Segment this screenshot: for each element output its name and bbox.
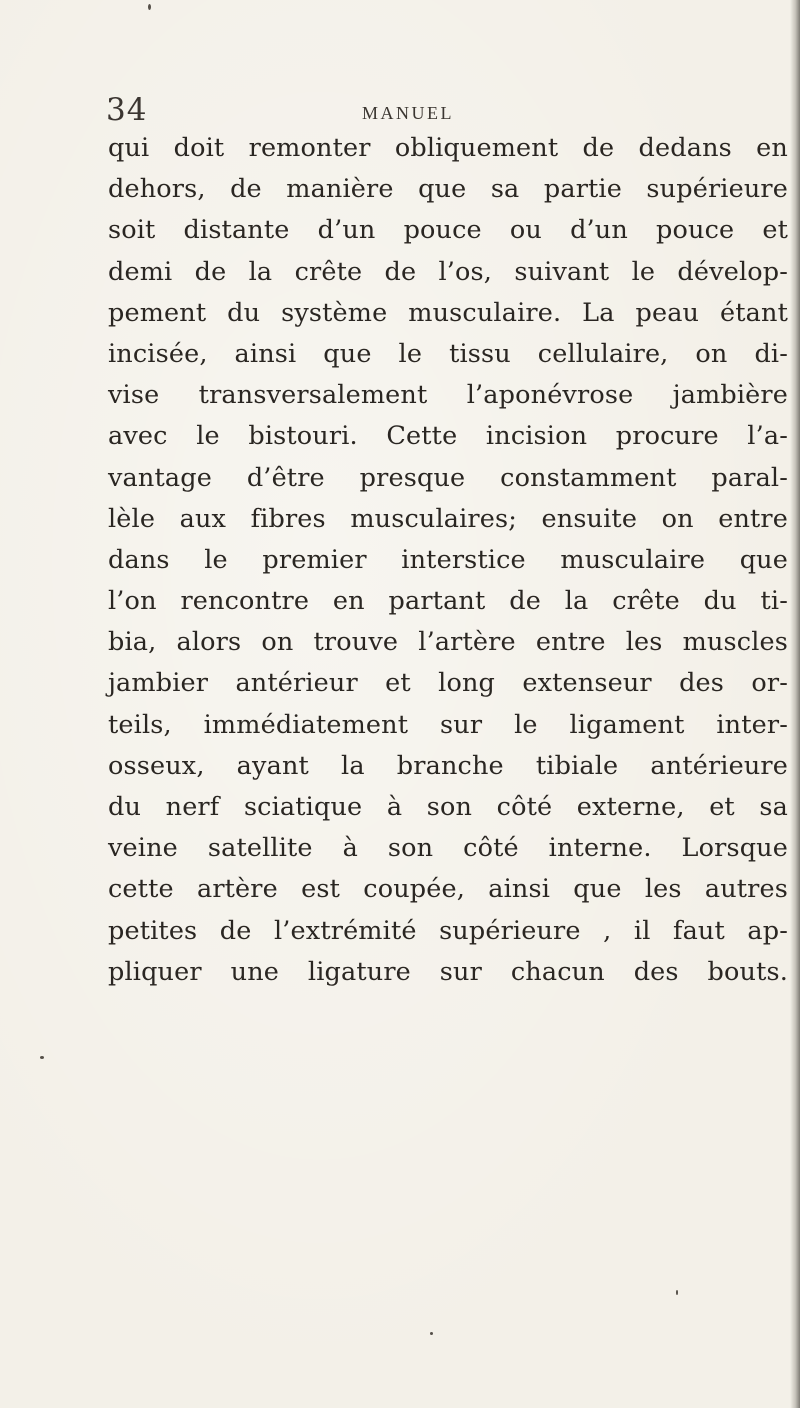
text-line: demi de la crête de l’os, suivant le dévelop- xyxy=(108,256,788,287)
paper-speck xyxy=(40,1056,44,1059)
text-line: dehors, de manière que sa partie supérieure xyxy=(108,174,788,205)
text-line: dans le premier interstice musculaire que xyxy=(108,544,788,575)
text-line: soit distante d’un pouce ou d’un pouce et xyxy=(108,215,788,246)
paper-speck xyxy=(430,1332,433,1335)
text-line: petites de l’extrémité supérieure , il faut ap- xyxy=(108,915,788,946)
text-line: pliquer une ligature sur chacun des bouts. xyxy=(108,956,788,987)
text-line: pement du système musculaire. La peau étant xyxy=(108,297,788,328)
running-head xyxy=(0,92,800,132)
text-line: veine satellite à son côté interne. Lorsque xyxy=(108,833,788,864)
text-line: lèle aux fibres musculaires; ensuite on entre xyxy=(108,503,788,534)
page-edge-shadow xyxy=(790,0,800,1408)
text-line: avec le bistouri. Cette incision procure l’a- xyxy=(108,421,788,452)
text-line: qui doit remonter obliquement de dedans en xyxy=(108,133,788,163)
text-line: jambier antérieur et long extenseur des or- xyxy=(108,668,788,699)
paper-speck xyxy=(148,4,151,10)
running-title: MANUEL xyxy=(362,103,454,123)
text-line: teils, immédiatement sur le ligament inter- xyxy=(108,709,788,740)
text-line: vise transversalement l’aponévrose jambière xyxy=(108,380,788,411)
text-line: vantage d’être presque constamment paral- xyxy=(108,462,788,493)
text-line: bia, alors on trouve l’artère entre les muscles xyxy=(108,627,788,658)
body-text xyxy=(108,128,788,993)
text-line: du nerf sciatique à son côté externe, et sa xyxy=(108,792,788,822)
paper-speck xyxy=(676,1290,678,1295)
text-line: incisée, ainsi que le tissu cellulaire, on di- xyxy=(108,338,788,369)
text-line: cette artère est coupée, ainsi que les autres xyxy=(108,874,788,905)
page-number: 34 xyxy=(106,92,148,128)
text-line: l’on rencontre en partant de la crête du ti- xyxy=(108,586,788,617)
text-line: osseux, ayant la branche tibiale antérieure xyxy=(108,750,788,781)
